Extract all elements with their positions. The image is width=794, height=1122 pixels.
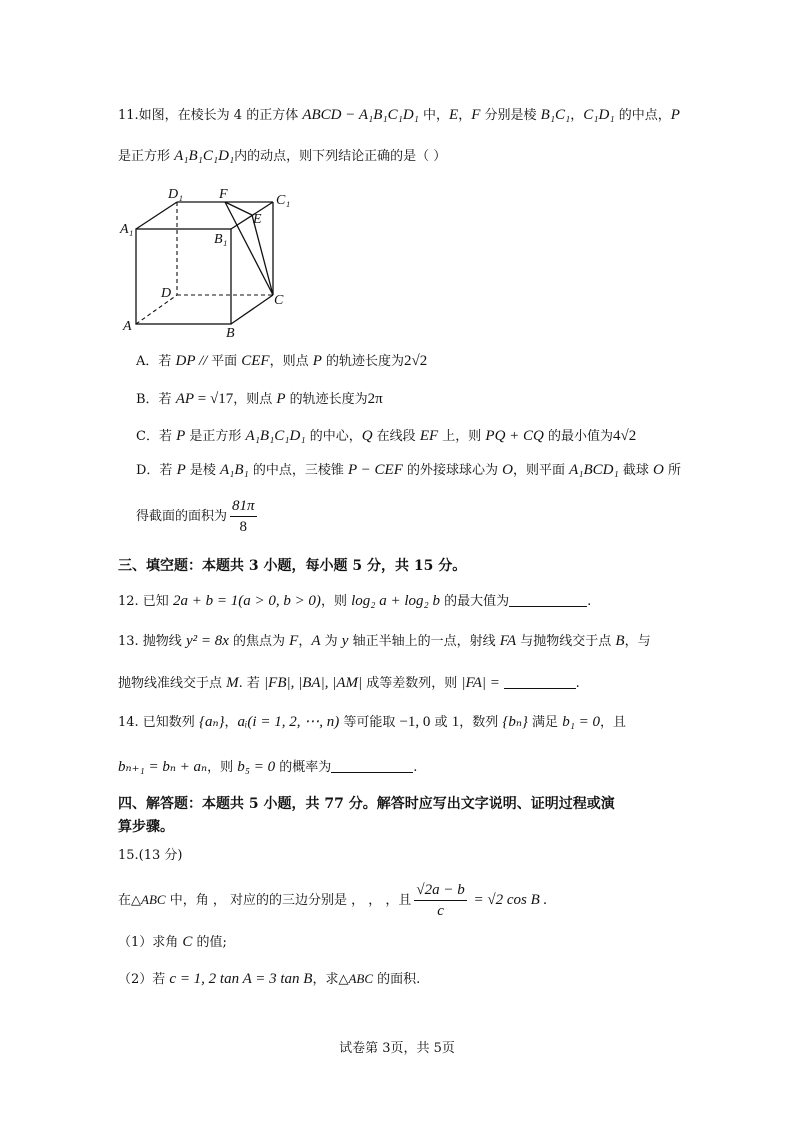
q11-option-d-line2 [136,496,260,538]
math: log₂ a + log₂ b [351,593,440,609]
text: 11.如图，在棱长为 4 的正方体 [118,108,303,123]
label-c: C [274,293,284,308]
math: E [449,107,459,123]
text: 的焦点为 [228,634,290,649]
q15-part2 [118,970,420,989]
math: △ABC [338,971,374,986]
text: 是棱 [185,463,220,478]
text: 平面 [211,354,242,369]
text: （2）若 [118,972,170,987]
text: 上，则 [438,429,486,444]
text: 的面积. [373,972,421,987]
text: 是正方形 [118,149,175,164]
math: B₁C₁ [540,107,571,123]
text: . [587,594,592,609]
text: ，与 [624,634,651,649]
math: AP [175,391,195,407]
math: C₁D₁ [583,107,615,123]
text: C．若 [136,429,177,444]
edge-ec [252,215,273,295]
fraction-numerator: 81π [230,496,257,517]
math: b₁ = 0 [562,714,601,730]
q13-line2 [118,674,580,693]
math: P [312,353,322,369]
label-c1: C₁ [276,193,291,208]
text: 或 [430,715,452,730]
fraction [230,496,257,537]
text: . [413,760,418,775]
math: O [652,462,664,478]
text: 在 [118,893,132,908]
edge-a1d1 [136,202,177,229]
text: 的中心， [305,429,362,444]
math: EF [419,428,439,444]
text: ，则点 [233,392,277,407]
text: 的最小值为 [543,429,614,444]
edge-fc [225,202,273,295]
q11-option-d [136,461,681,480]
edge-bc [231,295,273,324]
text: 截球 [618,463,653,478]
q12 [118,592,591,611]
math: P [176,428,186,444]
q11-option-b [136,390,383,409]
math: ABCD − A₁B₁C₁D₁ [302,107,419,123]
math: DP // [175,353,212,369]
q11-option-a [136,352,427,371]
fraction [414,880,466,921]
q15-header: 15.(13 分) [118,848,183,863]
cube-figure [118,183,303,338]
answer-blank[interactable] [504,674,576,689]
label-d1: D₁ [168,187,183,202]
page-footer: 试卷第 3页，共 5页 [339,1041,455,1056]
q13-line1 [118,632,651,651]
math: 2a + b = 1(a > 0, b > 0) [172,593,321,609]
math: = √2 cos B . [469,892,548,908]
math: P [276,391,286,407]
text: ，则 [207,760,238,775]
text: 抛物线准线交于点 [118,676,227,691]
text: ， [570,108,584,123]
text: 的中点， [614,108,671,123]
math: c = 1, 2 tan A = 3 tan B [169,971,313,987]
text: 13. 抛物线 [118,634,186,649]
math: P [176,462,186,478]
text: 14. 已知数列 [118,715,199,730]
text: 得截面的面积为 [136,509,228,524]
math: aᵢ(i = 1, 2, ⋯, n) [237,714,340,730]
math: −1, 0 [399,714,431,730]
text: . [575,676,580,691]
text: ， [224,715,238,730]
math: {aₙ} [198,714,225,730]
label-e: E [253,212,262,227]
math: b₅ = 0 [237,759,276,775]
math: {bₙ} [502,714,528,730]
math: 2π [367,391,383,407]
text: 等可能取 [339,715,400,730]
section-3-title: 三、填空题：本题共 3 小题，每小题 5 分，共 15 分。 [118,558,467,574]
fraction-numerator: √2a − b [414,880,466,901]
math: bₙ₊₁ = bₙ + aₙ [118,759,208,775]
q11-stem-line2 [118,147,446,166]
q11-stem-line1 [118,106,680,125]
label-b1: B₁ [214,232,228,247]
text: 与抛物线交于点 [516,634,616,649]
math: A₁B₁ [220,462,249,478]
text: 的轨迹长度为 [285,392,368,407]
math: Q [361,428,373,444]
text: 中， [418,108,450,123]
math: B [615,633,625,649]
math: |FA| = [461,675,504,691]
label-a: A [123,319,132,334]
math: A₁BCD₁ [569,462,619,478]
text: D．若 [136,463,177,478]
q15-part1 [118,933,227,952]
text: ， [458,108,472,123]
text: 成等差数列，则 [362,676,462,691]
text: 的轨迹长度为 [321,354,405,369]
text: 中，角 ， 对应的的三边分别是 ， ， ，且 [165,893,412,908]
answer-blank[interactable] [509,592,587,607]
text: A．若 [136,354,176,369]
label-f: F [219,187,228,202]
text: 是正方形 [185,429,246,444]
math: △ABC [131,892,166,907]
section-4-title-line1: 四、解答题：本题共 5 小题，共 77 分。解答时应写出文字说明、证明过程或演 [118,796,615,812]
text: . 若 [238,676,265,691]
section-4-title-line2: 算步骤。 [118,819,174,835]
text: ，则平面 [512,463,570,478]
text: 的最大值为 [439,594,510,609]
text: 满足 [527,715,563,730]
q14-line1 [118,713,626,732]
math: FA [499,633,517,649]
math: C [182,934,193,950]
q15-stem [118,878,547,922]
label-a1: A₁ [120,222,134,237]
math: F [289,633,299,649]
q11-option-c [136,427,636,446]
text: 的值; [192,935,227,950]
text: ，且 [600,715,627,730]
text: 的中点，三棱锥 [248,463,349,478]
math: M [226,675,239,691]
math: O [502,462,513,478]
math: CEF [241,353,270,369]
text: ，求 [312,972,339,987]
text: ，则 [320,594,352,609]
text: 为 [320,634,342,649]
math: y² = 8x [185,633,229,649]
text: （1）求角 [118,935,183,950]
math: P [670,107,680,123]
text: 12. 已知 [118,594,173,609]
math: F [471,107,481,123]
q14-line2 [118,758,417,777]
text: 所 [663,463,681,478]
label-d: D [161,286,172,301]
text: B．若 [136,392,176,407]
text: 内的动点，则下列结论正确的是（ ） [234,149,447,164]
answer-blank[interactable] [331,758,413,773]
math: 2√2 [404,353,428,369]
math: = √17 [194,391,234,407]
fraction-denominator: 8 [239,519,248,535]
text: ，则点 [269,354,313,369]
text: 分别是棱 [480,108,541,123]
text: ，数列 [459,715,503,730]
math: P − CEF [348,462,403,478]
math: A₁B₁C₁D₁ [245,428,306,444]
math: PQ + CQ [485,428,544,444]
math: A₁B₁C₁D₁ [174,148,235,164]
text: 轴正半轴上的一点，射线 [348,634,500,649]
text: ， [298,634,312,649]
fraction-denominator: c [437,903,444,919]
math: A [311,633,321,649]
math: y [341,633,349,649]
text: 的概率为 [275,760,332,775]
text: 在线段 [372,429,420,444]
math: |FB|, |BA|, |AM| [264,675,363,691]
math: 1 [451,714,460,730]
math: 4√2 [613,428,637,444]
label-b: B [226,326,235,338]
text: 的外接球球心为 [402,463,503,478]
